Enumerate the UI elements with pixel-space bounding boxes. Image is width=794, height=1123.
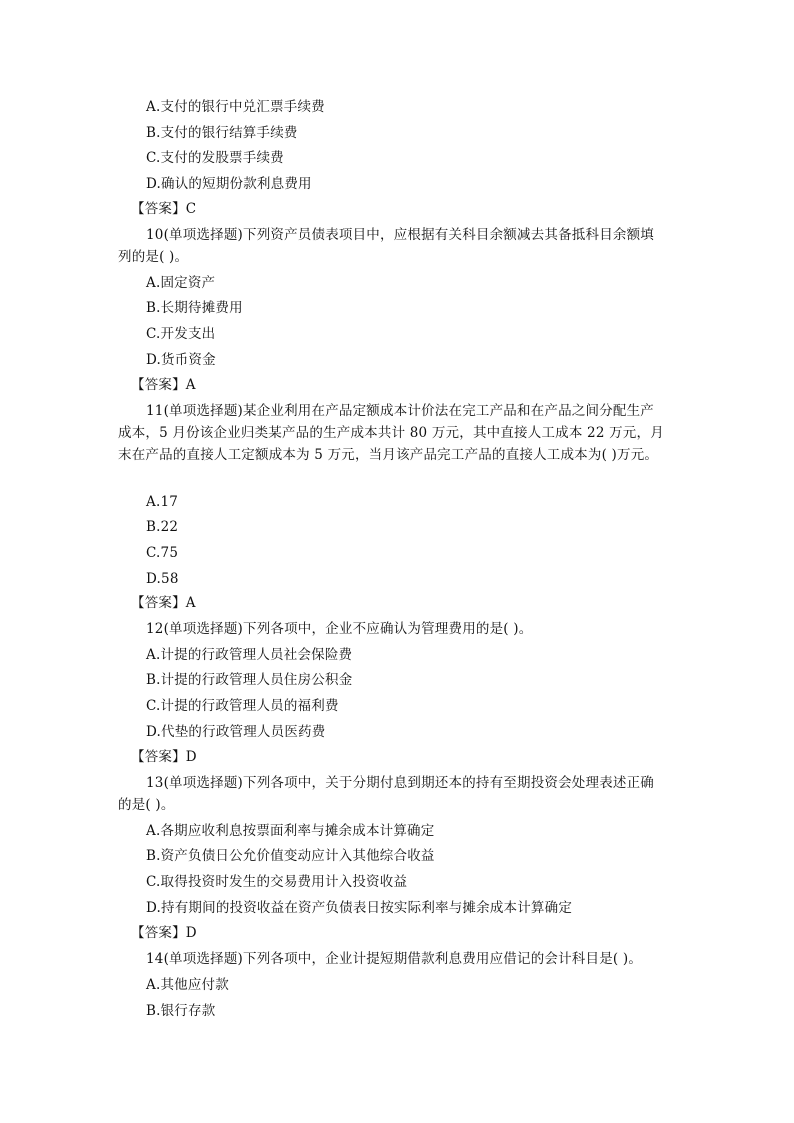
q11-option-d: D.58 — [146, 571, 179, 587]
q9-answer: 【答案】C — [131, 201, 197, 217]
q13-option-c: C.取得投资时发生的交易费用计入投资收益 — [146, 874, 408, 890]
q11-option-a: A.17 — [146, 494, 179, 510]
q14-option-a: A.其他应付款 — [146, 977, 229, 993]
q12-stem-line-1: 12(单项选择题)下列各项中，企业不应确认为管理费用的是( )。 — [146, 621, 533, 637]
q14-stem-line-1: 14(单项选择题)下列各项中，企业计提短期借款利息费用应借记的会计科目是( )。 — [146, 951, 643, 967]
q12-option-a: A.计提的行政管理人员社会保险费 — [146, 647, 353, 663]
q10-option-b: B.长期待摊费用 — [146, 300, 243, 316]
q9-option-d: D.确认的短期份款利息费用 — [146, 176, 312, 192]
q12-option-b: B.计提的行政管理人员住房公积金 — [146, 672, 353, 688]
q9-option-c: C.支付的发股票手续费 — [146, 150, 284, 166]
q11-stem-line-3: 末在产品的直接人工定额成本为 5 万元，当月该产品完工产品的直接人工成本为( )万元。 — [118, 447, 659, 463]
q13-option-d: D.持有期间的投资收益在资产负债表日按实际利率与摊余成本计算确定 — [146, 900, 573, 916]
q13-stem-line-2: 的是( )。 — [118, 797, 175, 813]
q13-stem-line-1: 13(单项选择题)下列各项中，关于分期付息到期还本的持有至期投资会处理表述正确 — [146, 775, 655, 791]
q12-option-d: D.代垫的行政管理人员医药费 — [146, 724, 326, 740]
q10-option-c: C.开发支出 — [146, 326, 216, 342]
q13-option-b: B.资产负债日公允价值变动应计入其他综合收益 — [146, 848, 435, 864]
q12-option-c: C.计提的行政管理人员的福利费 — [146, 698, 339, 714]
q11-answer: 【答案】A — [131, 595, 196, 611]
q11-option-b: B.22 — [146, 519, 179, 535]
q14-option-b: B.银行存款 — [146, 1003, 216, 1019]
q12-answer: 【答案】D — [131, 749, 197, 765]
q13-option-a: A.各期应收利息按票面利率与摊余成本计算确定 — [146, 823, 435, 839]
q10-stem-line-1: 10(单项选择题)下列资产员债表项目中，应根据有关科目余额减去其备抵科目余额填 — [146, 227, 655, 243]
q11-option-c: C.75 — [146, 545, 179, 561]
q9-option-b: B.支付的银行结算手续费 — [146, 125, 298, 141]
q10-option-d: D.货币资金 — [146, 352, 216, 368]
q10-option-a: A.固定资产 — [146, 275, 216, 291]
q11-stem-line-2: 成本，5 月份该企业归类某产品的生产成本共计 80 万元，其中直接人工成本 22 万元，月 — [118, 425, 664, 441]
q10-stem-line-2: 列的是( )。 — [118, 249, 189, 265]
q11-stem-line-1: 11(单项选择题)某企业利用在产品定额成本计价法在完工产品和在产品之间分配生产 — [146, 403, 655, 419]
q10-answer: 【答案】A — [131, 377, 196, 393]
q13-answer: 【答案】D — [131, 925, 197, 941]
q9-option-a: A.支付的银行中兑汇票手续费 — [146, 99, 325, 115]
